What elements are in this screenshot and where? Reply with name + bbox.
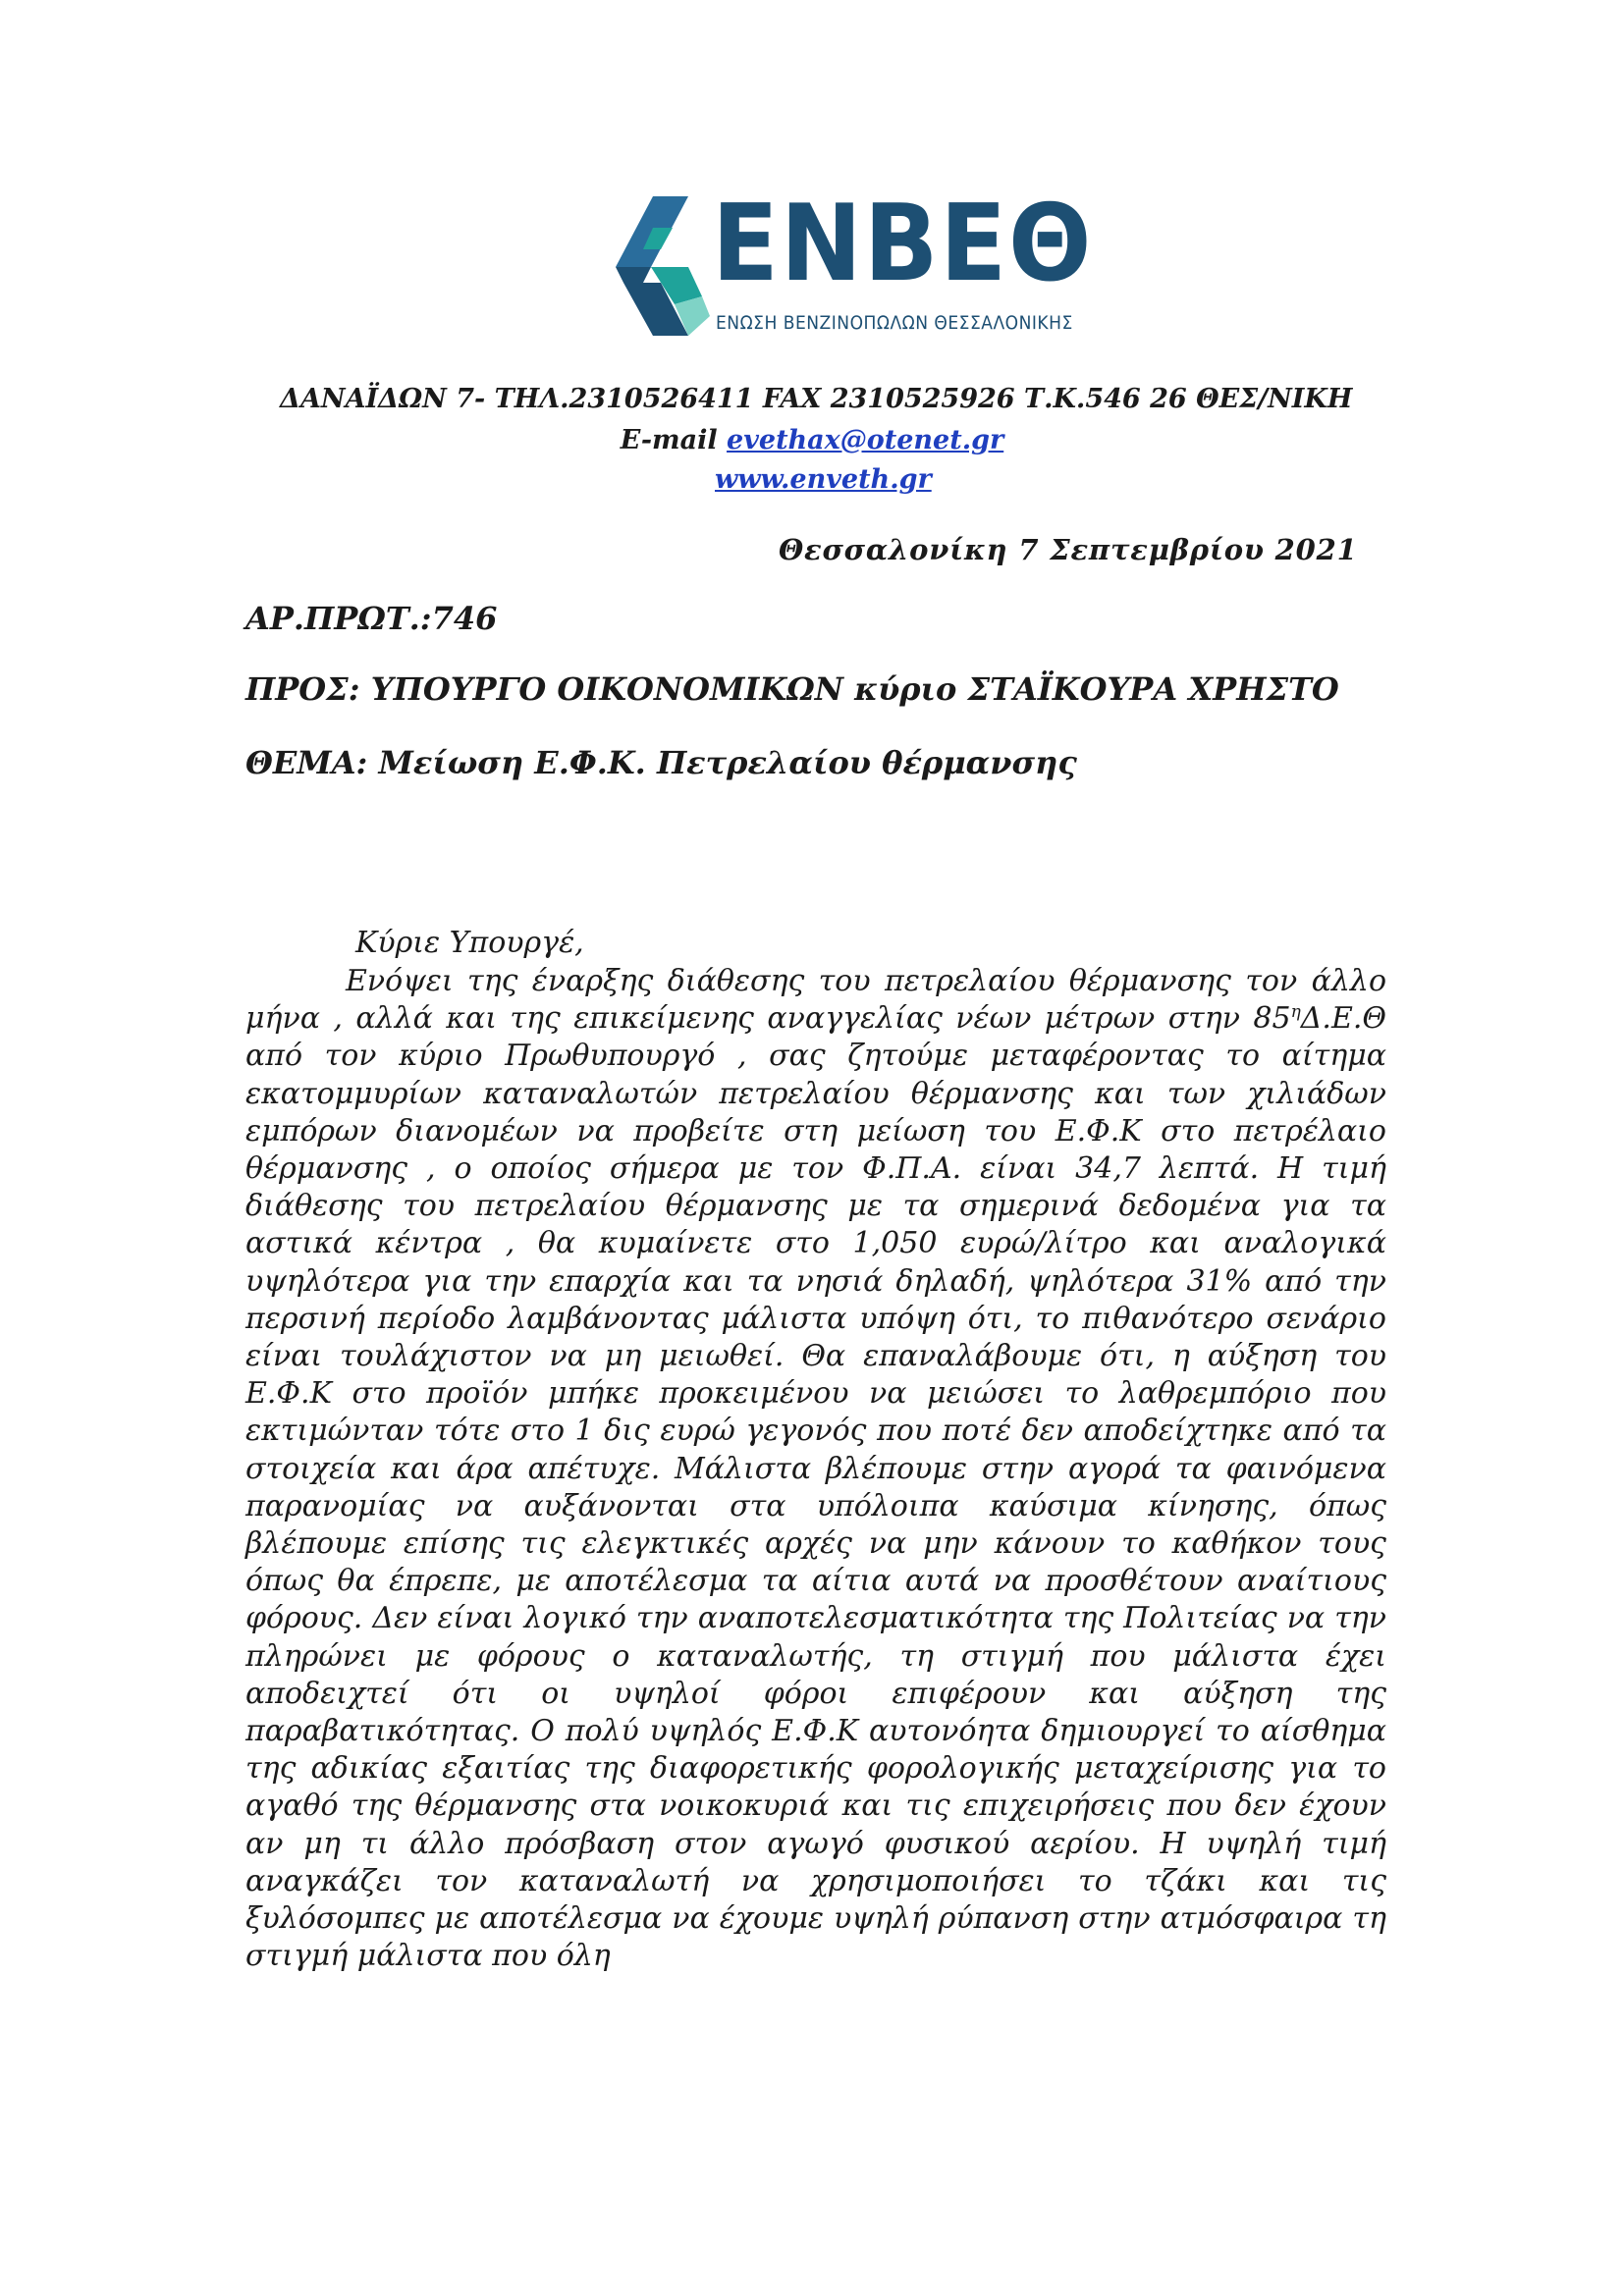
body-part-2: Δ.Ε.Θ από τον κύριο Πρωθυπουργό , σας ζητούμε μεταφέροντας το αίτημα εκατομμυρίων καταναλωτών πετρελαίου θέρμανσης και των χιλιάδων εμπόρων διανομέων να προβείτε στη μείωση του Ε.Φ.Κ στο πετρέλαιο θέρμανσης , ο οποίος σήμερα με τον Φ.Π.Α. είναι 34,7 λεπτά. Η τιμή διάθεσης του πετρελαίου θέρμανσης με τα σημερινά δεδομένα για τα αστικά κέντρα , θα κυμαίνετε στο 1,050 ευρώ/λίτρο και αναλογικά υψηλότερα για την επαρχία και τα νησιά δηλαδή, ψηλότερα 31% από την περσινή περίοδο λαμβάνοντας μάλιστα υπόψη ότι, το πιθανότερο σενάριο είναι τουλάχιστον να μη μειωθεί. Θα επαναλάβουμε ότι, η αύξηση του Ε.Φ.Κ στο προϊόν μπήκε προκειμένου να μειώσει το λαθρεμπόριο που εκτιμώνταν τότε στο 1 δις ευρώ γεγονός που ποτέ δεν αποδείχτηκε από τα στοιχεία και άρα απέτυχε. Μάλιστα βλέπουμε στην αγορά τα φαινόμενα παρανομίας να αυξάνονται στα υπόλοιπα καύσιμα κίνησης, όπως βλέπουμε επίσης τις ελεγκτικές αρχές να μην κάνουν το καθήκον τους όπως θα έπρεπε, με αποτέλεσμα τα αίτια αυτά να προσθέτουν αναίτιους φόρους. Δεν είναι λογικό την αναποτελεσματικότητα της Πολιτείας να την πληρώνει με φόρους ο καταναλωτής, τη στιγμή που μάλιστα έχει αποδειχτεί ότι οι υψηλοί φόροι επιφέρουν και αύξηση της παραβατικότητας. Ο πολύ υψηλός Ε.Φ.Κ αυτονόητα δημιουργεί το αίσθημα της αδικίας εξαιτίας της διαφορετικής φορολογικής μεταχείρισης για το αγαθό της θέρμανσης στα νοικοκυριά και τις επιχειρήσεις που δεν έχουν αν μη τι άλλο πρόσβαση στον αγωγό φυσικού αερίου. Η υψηλή τιμή αναγκάζει τον καταναλωτή να χρησιμοποιήσει το τζάκι και τις ξυλόσομπες με αποτέλεσμα να έχουμε υψηλή ρύπανση στην ατμόσφαιρα τη στιγμή μάλιστα που όλη xyxy=(245,1001,1386,1974)
email-label: E-mail xyxy=(620,425,728,455)
website-line xyxy=(715,463,932,497)
letter-date: Θεσσαλονίκη 7 Σεπτεμβρίου 2021 xyxy=(779,533,1358,566)
website-link[interactable]: www.enveth.gr xyxy=(715,464,932,495)
salutation: Κύριε Υπουργέ, xyxy=(355,926,584,960)
body-part-1: Ενόψει της έναρξης διάθεσης του πετρελαίου θέρμανσης τον άλλο μήνα , αλλά και της επικείμενης αναγγελίας νέων μέτρων στην 85 xyxy=(245,964,1386,1037)
logo-emblem-icon xyxy=(604,188,712,346)
subject-line: ΘΕΜΑ: Μείωση Ε.Φ.Κ. Πετρελαίου θέρμανσης xyxy=(245,744,1077,781)
letter-body xyxy=(245,963,1386,1975)
address-line: ΔΑΝΑΪΔΩΝ 7- ΤΗΛ.2310526411 FAX 2310525926 Τ.Κ.546 26 ΘΕΣ/ΝΙΚΗ xyxy=(280,384,1353,414)
logo-wordmark: ΕΝΒΕΘ xyxy=(712,183,1094,305)
body-superscript: η xyxy=(1290,1002,1301,1023)
enveth-logo xyxy=(604,183,1094,346)
logo-subtitle: ΕΝΩΣΗ ΒΕΝΖΙΝΟΠΩΛΩΝ ΘΕΣΣΑΛΟΝΙΚΗΣ xyxy=(716,312,1073,334)
protocol-number: ΑΡ.ΠΡΩΤ.:746 xyxy=(245,600,498,637)
email-line xyxy=(0,424,1624,457)
recipient-line: ΠΡΟΣ: ΥΠΟΥΡΓΟ ΟΙΚΟΝΟΜΙΚΩΝ κύριο ΣΤΑΪΚΟΥΡΑ ΧΡΗΣΤΟ xyxy=(245,670,1339,708)
email-link[interactable]: evethax@otenet.gr xyxy=(727,425,1004,455)
